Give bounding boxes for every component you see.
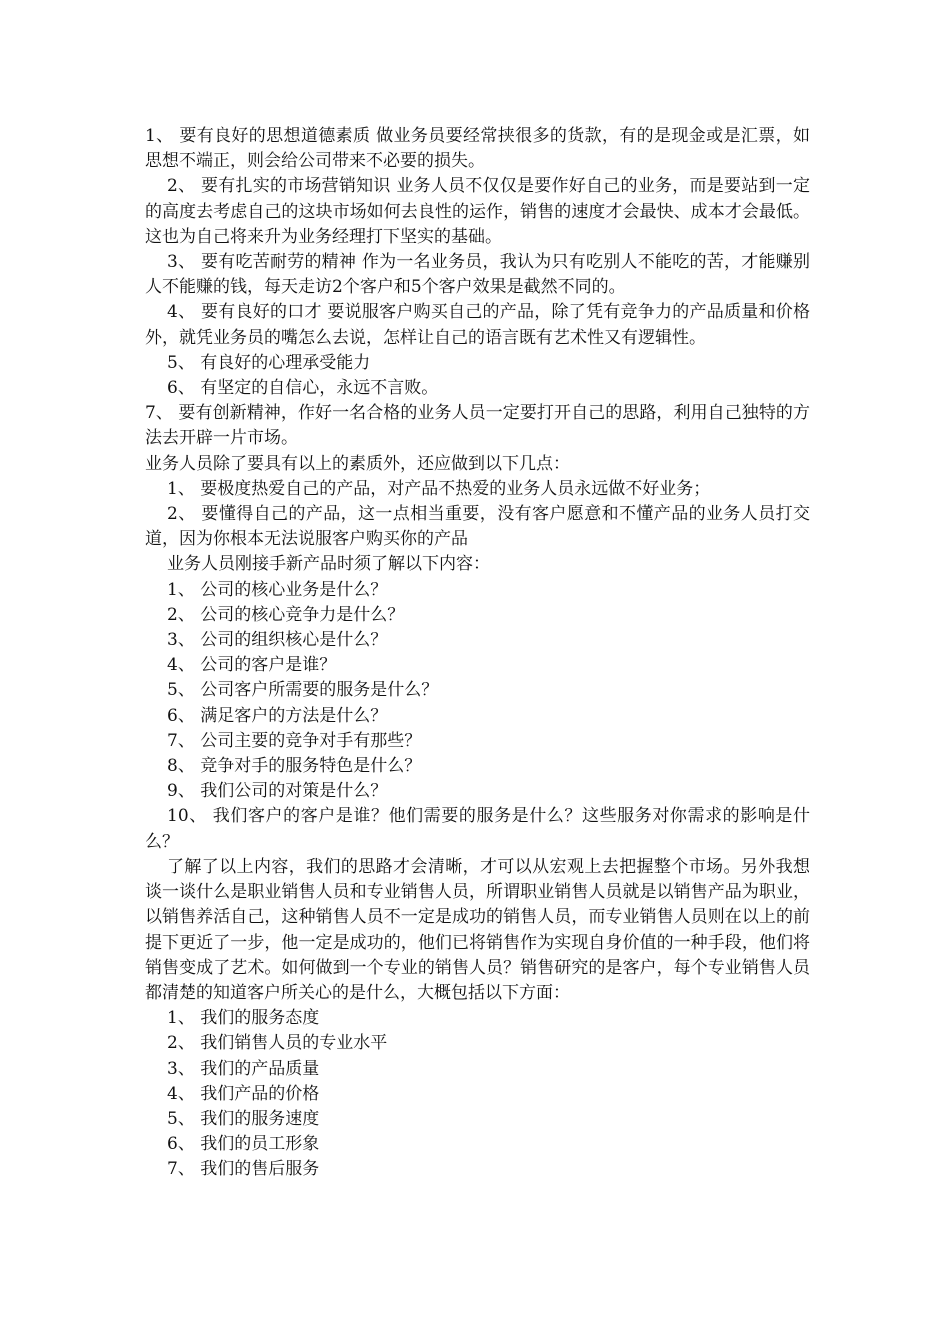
- list-item: 3、 公司的组织核心是什么？: [167, 630, 388, 651]
- paragraph: 2、 要有扎实的市场营销知识 业务人员不仅仅是要作好自己的业务，而是要站到一定的高度去考虑自己的这块市场如何去良性的运作，销售的速度才会最快、成本才会最低。这也为自己将来升为业务经理打下坚实的基础。: [145, 176, 810, 247]
- list-item: 3、 我们的产品质量: [167, 1058, 320, 1079]
- paragraph: 2、 要懂得自己的产品，这一点相当重要，没有客户愿意和不懂产品的业务人员打交道，因为你根本无法说服客户购买你的产品: [145, 504, 810, 550]
- list-item: 10、 我们客户的客户是谁？他们需要的服务是什么？这些服务对你需求的影响是什么？: [145, 806, 810, 852]
- paragraph: 1、 要有良好的思想道德素质 做业务员要经常挟很多的货款，有的是现金或是汇票，如思想不端正，则会给公司带来不必要的损失。: [145, 126, 810, 172]
- list-item: 5、 公司客户所需要的服务是什么？: [167, 680, 439, 701]
- list-item: 1、 我们的服务态度: [167, 1008, 320, 1029]
- list-item: 5、 有良好的心理承受能力: [167, 352, 371, 373]
- list-item: 6、 满足客户的方法是什么？: [167, 705, 388, 726]
- paragraph: 4、 要有良好的口才 要说服客户购买自己的产品，除了凭有竞争力的产品质量和价格外，就凭业务员的嘴怎么去说，怎样让自己的语言既有艺术性又有逻辑性。: [145, 302, 810, 348]
- list-item: 6、 有坚定的自信心，永远不言败。: [167, 378, 439, 399]
- list-item: 5、 我们的服务速度: [167, 1108, 320, 1129]
- document-body: [145, 124, 810, 1183]
- list-item: 2、 我们销售人员的专业水平: [167, 1033, 388, 1054]
- list-item: 6、 我们的员工形象: [167, 1134, 320, 1155]
- list-item: 7、 公司主要的竞争对手有那些？: [167, 730, 422, 751]
- list-item: 8、 竞争对手的服务特色是什么？: [167, 756, 422, 777]
- list-item: 1、 要极度热爱自己的产品，对产品不热爱的业务人员永远做不好业务；: [167, 478, 711, 499]
- list-item: 4、 公司的客户是谁？: [167, 655, 337, 676]
- paragraph: 了解了以上内容，我们的思路才会清晰，才可以从宏观上去把握整个市场。另外我想谈一谈什么是职业销售人员和专业销售人员，所谓职业销售人员就是以销售产品为职业，以销售养活自己，这种销售人员不一定是成功的销售人员，而专业销售人员则在以上的前提下更近了一步，他一定是成功的，他们已将销售作为实现自身价值的一种手段，他们将销售变成了艺术。如何做到一个专业的销售人员？销售研究的是客户，每个专业销售人员都清楚的知道客户所关心的是什么，大概包括以下方面：: [145, 856, 810, 1003]
- section-heading: 业务人员刚接手新产品时须了解以下内容：: [167, 554, 490, 575]
- section-heading: 业务人员除了要具有以上的素质外，还应做到以下几点：: [145, 453, 570, 474]
- list-item: 4、 我们产品的价格: [167, 1083, 320, 1104]
- list-item: 9、 我们公司的对策是什么？: [167, 781, 388, 802]
- list-item: 1、 公司的核心业务是什么？: [167, 579, 388, 600]
- list-item: 2、 公司的核心竞争力是什么？: [167, 604, 405, 625]
- paragraph: 7、 要有创新精神，作好一名合格的业务人员一定要打开自己的思路，利用自己独特的方法去开辟一片市场。: [145, 403, 810, 449]
- list-item: 7、 我们的售后服务: [167, 1159, 320, 1180]
- paragraph: 3、 要有吃苦耐劳的精神 作为一名业务员，我认为只有吃别人不能吃的苦，才能赚别人不能赚的钱，每天走访2个客户和5个客户效果是截然不同的。: [145, 252, 810, 298]
